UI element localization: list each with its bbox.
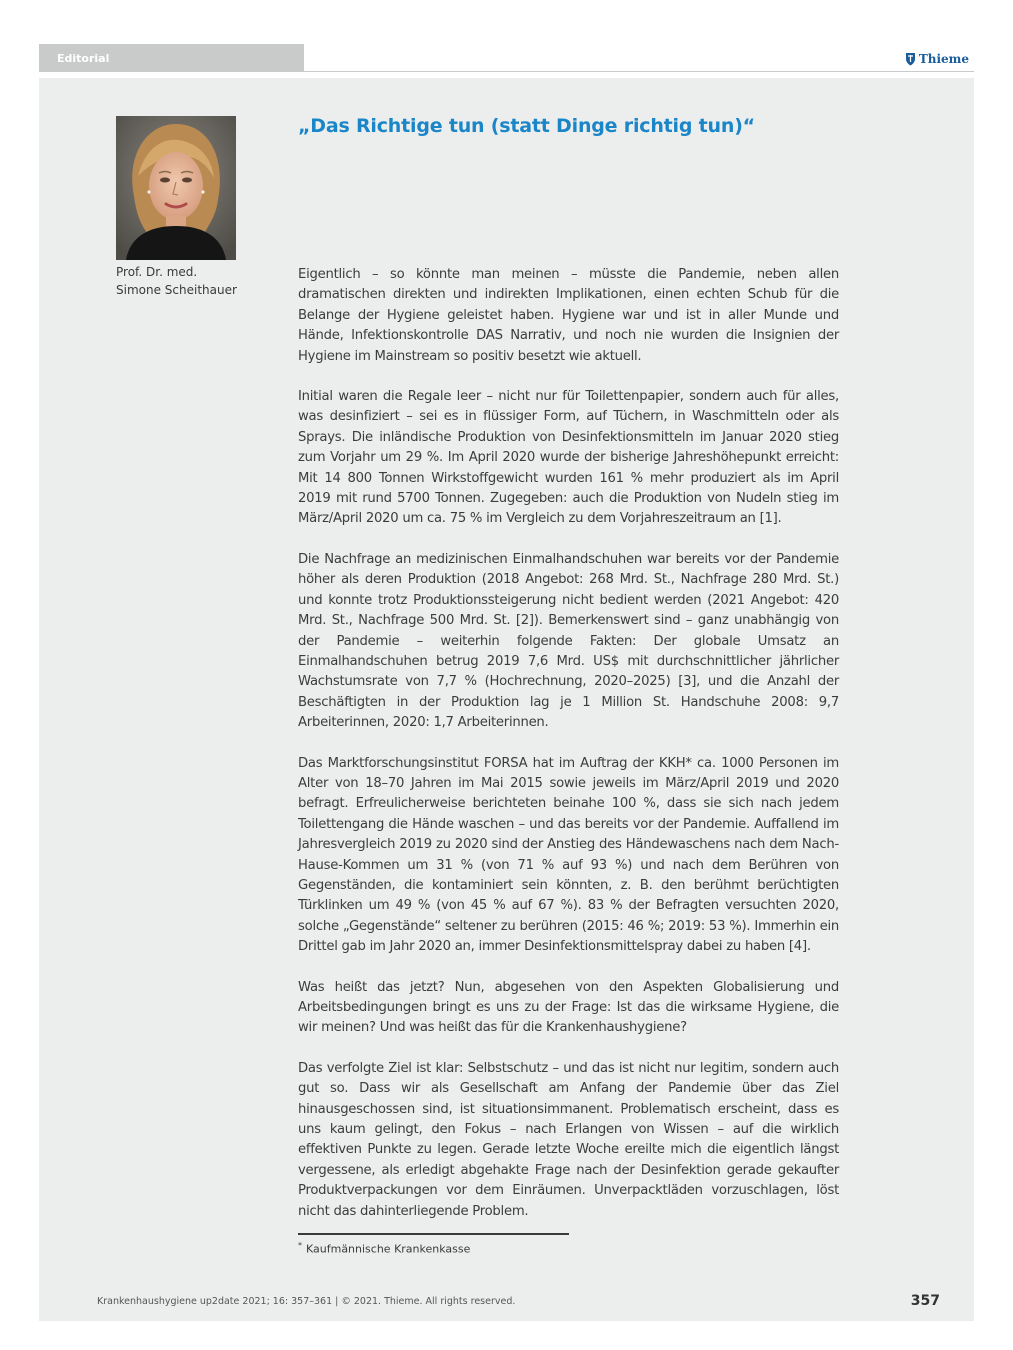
footnote-marker: *	[298, 1241, 302, 1250]
footnote	[298, 1241, 470, 1256]
article-title: „Das Richtige tun (statt Dinge richtig tun)“	[298, 115, 755, 137]
paragraph: Was heißt das jetzt? Nun, abgesehen von den Aspekten Globalisierung und Arbeitsbedingungen bringt es uns zu der Frage: Ist das die wirksame Hygiene, die wir meinen? Und was heißt das für die Krankenhaushygiene?	[298, 979, 839, 1036]
header-rule	[304, 71, 974, 72]
paragraph: Initial waren die Regale leer – nicht nur für Toilettenpapier, sondern auch für alles, was desinfiziert – sei es in flüssiger Form, auf Tüchern, in Waschmitteln oder als Sprays. Die inländische Produktion von Desinfektionsmitteln im Januar 2020 stieg zum Vorjahr um 29 %. Im April 2020 wurde der bisherige Jahreshöhepunkt erreicht: Mit 14 800 Tonnen Wirkstoffgewicht wurden 161 % mehr produziert als im April 2019 mit rund 5700 Tonnen. Zugegeben: auch die Produktion von Nudeln stieg im März/April 2020 um ca. 75 % im Vergleich zu dem Vorjahreszeitraum an [1].	[298, 389, 839, 527]
publisher-name: Thieme	[918, 52, 969, 66]
footer-citation: Krankenhaushygiene up2date 2021; 16: 357–361 | © 2021. Thieme. All rights reserved.	[97, 1296, 516, 1307]
article-body	[298, 265, 839, 1242]
paragraph: Eigentlich – so könnte man meinen – müsste die Pandemie, neben allen dramatischen direkten und indirekten Implikationen, einen echten Schub für die Belange der Hygiene geleistet haben. Hygiene war und ist in aller Munde und Hände, Infektionskontrolle DAS Narrativ, und noch nie wurden die Insignien der Hygiene im Mainstream so positiv besetzt wie aktuell.	[298, 267, 839, 364]
footnote-divider	[298, 1233, 569, 1235]
author-photo	[116, 116, 236, 260]
footnote-text: Kaufmännische Krankenkasse	[306, 1242, 471, 1256]
paragraph: Das Marktforschungsinstitut FORSA hat im Auftrag der KKH* ca. 1000 Personen im Alter von 18–70 Jahren im Mai 2015 sowie jeweils im März/April 2019 und 2020 befragt. Erfreulicherweise berichteten beinahe 100 %, dass sie sich nach jedem Toilettengang die Hände waschen – und das bereits vor der Pandemie. Auffallend im Jahresvergleich 2019 zu 2020 sind der Anstieg des Händewaschens nach dem Nach-Hause-Kommen um 31 % (von 71 % auf 93 %) und nach dem Berühren von Gegenständen, die kontaminiert sein könnten, z. B. den berühmt berüchtigten Türklinken um 49 % (von 45 % auf 67 %). 83 % der Befragten versuchten 2020, solche „Gegenstände“ seltener zu berühren (2015: 46 %; 2019: 53 %). Immerhin ein Drittel gab im Jahr 2020 an, immer Desinfektionsmittelspray dabei zu haben [4].	[298, 755, 839, 955]
thieme-crest-icon	[905, 52, 916, 66]
author-caption	[116, 264, 286, 299]
paragraph: Das verfolgte Ziel ist klar: Selbstschutz – und das ist nicht nur legitim, sondern auch gut so. Dass wir als Gesellschaft am Anfang der Pandemie über das Ziel hinausgeschossen sind, ist situationsimmanent. Problematisch erscheint, dass es uns kaum gelingt, den Fokus – nach Erlangen von Wissen – auf die wirklich effektiven Punkte zu legen. Gerade letzte Woche ereilte mich die eigentlich längst vergessene, als erledigt abgehakte Frage nach der Desinfektion gerade gekaufter Produktverpackungen vor dem Einräumen. Unverpacktläden vorzuschlagen, löst nicht das dahinterliegende Problem.	[298, 1060, 839, 1219]
paragraph: Die Nachfrage an medizinischen Einmalhandschuhen war bereits vor der Pandemie höher als deren Produktion (2018 Angebot: 268 Mrd. St., Nachfrage 280 Mrd. St.) und konnte trotz Produktionssteigerung nicht bedient werden (2021 Angebot: 420 Mrd. St., Nachfrage 500 Mrd. St. [2]). Bemerkenswert sind – ganz unabhängig von der Pandemie – weiterhin folgende Fakten: Der globale Umsatz an Einmalhandschuhen betrug 2019 7,6 Mrd. US$ mit durchschnittlicher jährlicher Wachstumsrate von 7,7 % (Hochrechnung, 2020–2025) [3], und die Anzahl der Beschäftigten in der Produktion lag je 1 Million St. Handschuhe 2008: 9,7 Arbeiterinnen, 2020: 1,7 Arbeiterinnen.	[298, 551, 839, 731]
author-name: Simone Scheithauer	[116, 282, 237, 297]
publisher-logo	[905, 52, 969, 66]
author-title: Prof. Dr. med.	[116, 265, 198, 279]
page-number: 357	[910, 1293, 940, 1309]
section-label: Editorial	[57, 52, 110, 65]
